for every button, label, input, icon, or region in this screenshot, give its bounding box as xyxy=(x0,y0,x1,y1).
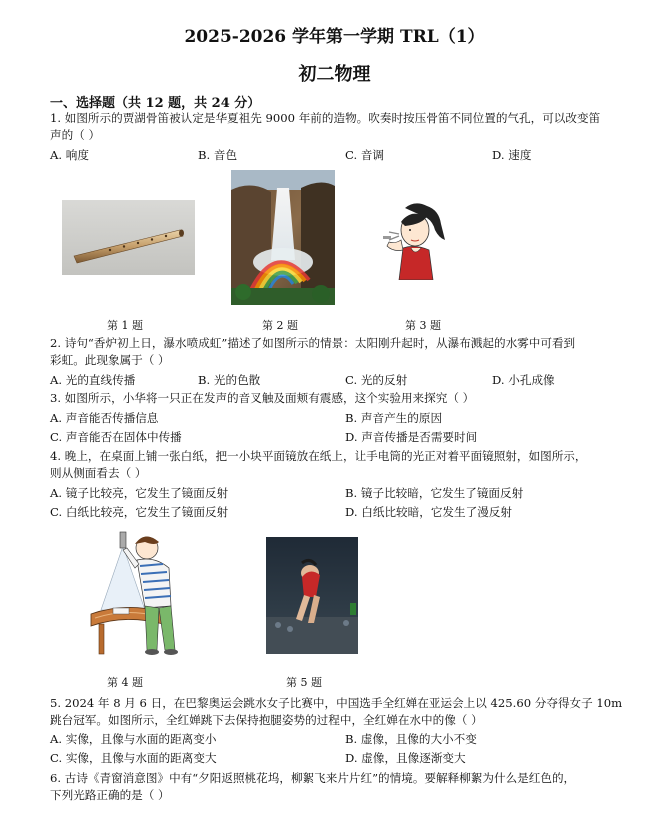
q1-text-line2: 声的（ ） xyxy=(50,128,101,142)
q2-option-c[interactable]: C. 光的反射 xyxy=(345,373,408,387)
q1-option-a[interactable]: A. 响度 xyxy=(50,148,89,162)
q5-text-line1: 5. 2024 年 8 月 6 日，在巴黎奥运会跳水女子比赛中，中国选手全红婵在亚运会上以 425.60 分夺得女子 10m xyxy=(50,696,623,710)
q6-text-line2: 下列光路正确的是（ ） xyxy=(50,788,170,802)
figure5-caption: 第 5 题 xyxy=(286,676,322,689)
q3-option-b[interactable]: B. 声音产生的原因 xyxy=(345,411,443,425)
figure1-caption: 第 1 题 xyxy=(107,319,143,332)
q3-text-line1: 3. 如图所示，小华将一只正在发声的音叉触及面颊有震感，这个实验用来探究（ ） xyxy=(50,391,475,405)
q1-text-line1: 1. 如图所示的贾湖骨笛被认定是华夏祖先 9000 年前的造物。吹奏时按压骨笛不同位置的气孔，可以改变笛 xyxy=(50,111,601,125)
q4-option-a[interactable]: A. 镜子比较亮，它发生了镜面反射 xyxy=(50,486,229,500)
figure2-caption: 第 2 题 xyxy=(262,319,298,332)
bone-flute-image xyxy=(62,200,195,275)
q3-option-c[interactable]: C. 声音能否在固体中传播 xyxy=(50,430,182,444)
q3-option-a[interactable]: A. 声音能否传播信息 xyxy=(50,411,159,425)
q4-text-line1: 4. 晚上，在桌面上铺一张白纸，把一小块平面镜放在纸上，让手电筒的光正对着平面镜照射，如图所示， xyxy=(50,449,587,463)
q1-option-c[interactable]: C. 音调 xyxy=(345,148,385,162)
waterfall-rainbow-image xyxy=(231,170,335,305)
q2-text-line1: 2. 诗句“香炉初上日，瀑水喷成虹”描述了如图所示的情景：太阳刚升起时，从瀑布溅起的水雾中可看到 xyxy=(50,336,576,350)
figure4-caption: 第 4 题 xyxy=(107,676,143,689)
q4-text-line2: 则从侧面看去（ ） xyxy=(50,466,147,480)
exam-title: 2025-2026 学年第一学期 TRL（1） xyxy=(184,27,485,47)
tuning-fork-girl-image xyxy=(375,200,455,280)
section-title: 一、选择题（共 12 题，共 24 分） xyxy=(50,96,261,111)
q1-option-d[interactable]: D. 速度 xyxy=(492,148,532,162)
q5-option-b[interactable]: B. 虚像，且像的大小不变 xyxy=(345,732,477,746)
q4-option-d[interactable]: D. 白纸比较暗，它发生了漫反射 xyxy=(345,505,512,519)
q3-option-d[interactable]: D. 声音传播是否需要时间 xyxy=(345,430,478,444)
subject-title: 初二物理 xyxy=(298,64,371,85)
q4-option-c[interactable]: C. 白纸比较亮，它发生了镜面反射 xyxy=(50,505,229,519)
q5-option-d[interactable]: D. 虚像，且像逐渐变大 xyxy=(345,751,466,765)
flashlight-mirror-image xyxy=(85,528,205,656)
q5-text-line2: 跳台冠军。如图所示，全红婵跳下去保持抱腿姿势的过程中，全红婵在水中的像（ ） xyxy=(50,713,483,727)
q2-option-b[interactable]: B. 光的色散 xyxy=(198,373,261,387)
q2-text-line2: 彩虹。此现象属于（ ） xyxy=(50,353,170,367)
q1-option-b[interactable]: B. 音色 xyxy=(198,148,238,162)
q4-option-b[interactable]: B. 镜子比较暗，它发生了镜面反射 xyxy=(345,486,524,500)
q5-option-a[interactable]: A. 实像，且像与水面的距离变小 xyxy=(50,732,217,746)
figure3-caption: 第 3 题 xyxy=(405,319,441,332)
q6-text-line1: 6. 古诗《青窗消意图》中有“夕阳返照桃花坞，柳絮飞来片片红”的情境。要解释柳絮为什么是红色的， xyxy=(50,771,576,785)
q2-option-a[interactable]: A. 光的直线传播 xyxy=(50,373,136,387)
diver-image xyxy=(266,537,358,654)
q5-option-c[interactable]: C. 实像，且像与水面的距离变大 xyxy=(50,751,217,765)
q2-option-d[interactable]: D. 小孔成像 xyxy=(492,373,555,387)
